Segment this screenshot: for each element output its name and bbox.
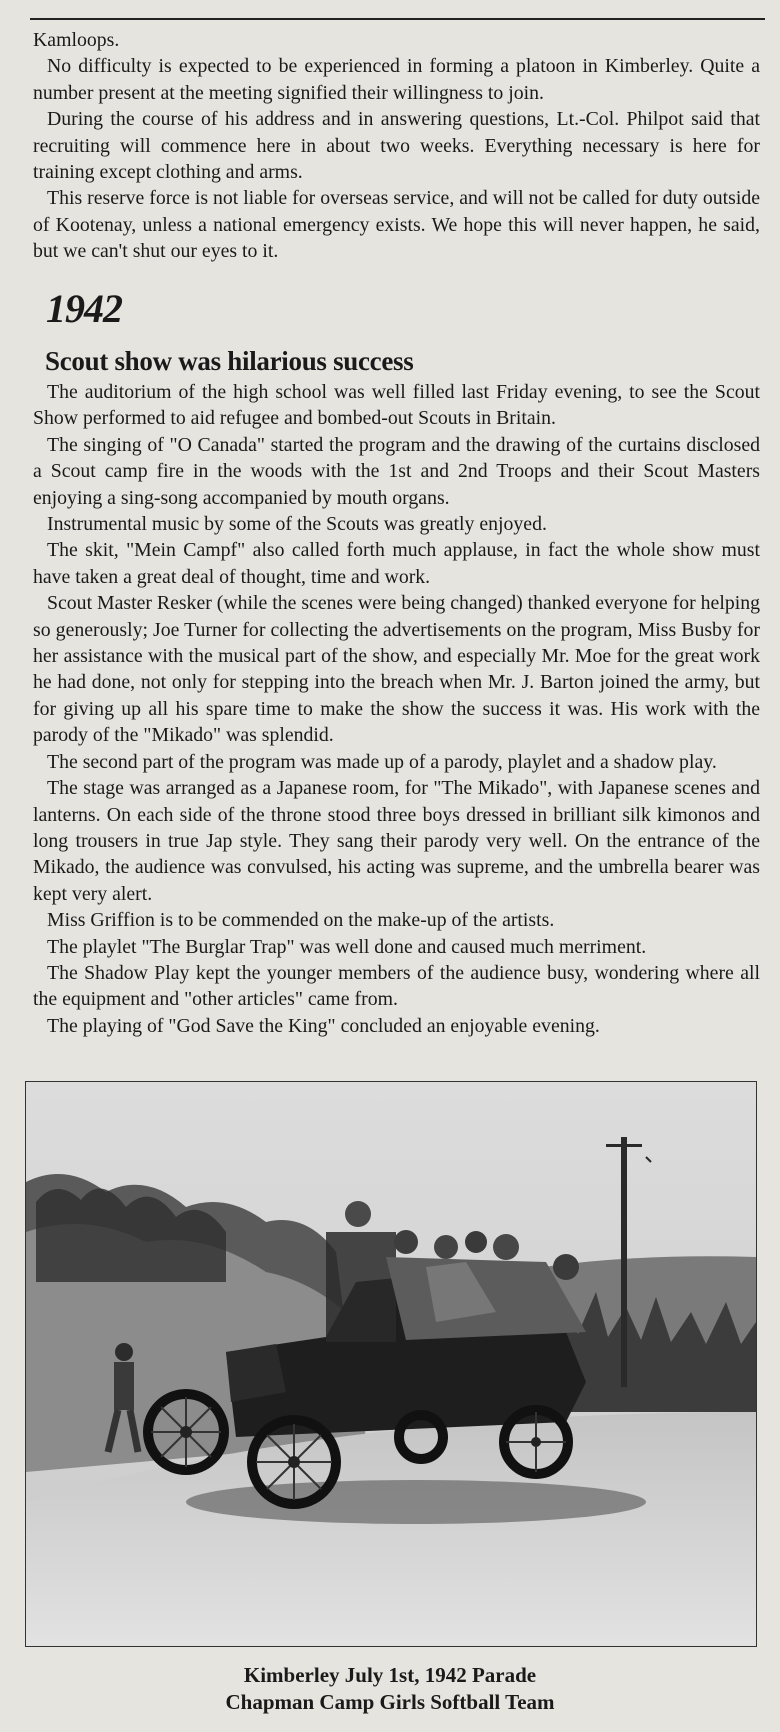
paragraph: The skit, "Mein Campf" also called forth much applause, in fact the whole show must have taken a great deal of thought, time and work.	[33, 539, 760, 588]
paragraph: The auditorium of the high school was well filled last Friday evening, to see the Scout Show performed to aid refugee and bombed-out Scouts in Britain.	[33, 381, 760, 430]
paragraph: The singing of "O Canada" started the program and the drawing of the curtains disclosed a Scout camp fire in the woods with the 1st and 2nd Troops and their Scout Masters enjoying a sing-song accompanied by mouth organs.	[33, 433, 760, 509]
article-headline: Scout show was hilarious success	[45, 346, 414, 376]
paragraph: The playlet "The Burglar Trap" was well done and caused much merriment.	[47, 935, 647, 958]
paragraph: No difficulty is expected to be experienced in forming a platoon in Kimberley. Quite a number present at the meeting signified their willingness to join.	[33, 55, 760, 104]
paragraph: Instrumental music by some of the Scouts was greatly enjoyed.	[47, 513, 547, 536]
paragraph: Scout Master Resker (while the scenes were being changed) thanked everyone for helping so generously; Joe Turner for collecting the advertisements on the program, Miss Busby for her assistance with the musical part of the show, and especially Mr. Moe for the great work he had done, not only for stepping into the breach when Mr. J. Barton joined the army, but for giving up all his spare time to make the show the success it was. His work with the parody of the "Mikado" was splendid.	[33, 592, 760, 747]
photo-caption-line-2: Chapman Camp Girls Softball Team	[225, 1690, 555, 1714]
section-year: 1942	[46, 286, 122, 331]
paragraph: This reserve force is not liable for overseas service, and will not be called for duty outside of Kootenay, unless a national emergency exists. We hope this will never happen, he said, but we can't shut our eyes to it.	[33, 187, 760, 263]
paragraph: The playing of "God Save the King" concluded an enjoyable evening.	[47, 1014, 600, 1037]
paragraph: Kamloops.	[33, 29, 120, 51]
top-rule	[30, 18, 765, 20]
intro-text	[33, 27, 760, 265]
parade-photo	[25, 1081, 757, 1647]
article-body	[33, 379, 760, 1039]
paragraph: The stage was arranged as a Japanese room, for "The Mikado", with Japanese scenes and lanterns. On each side of the throne stood three boys dressed in brilliant silk kimonos and long trousers in true Jap style. They sang their parody very well. On the entrance of the Mikado, the audience was convulsed, his acting was supreme, and the umbrella bearer was kept very alert.	[33, 777, 760, 905]
paragraph: Miss Griffion is to be commended on the make-up of the artists.	[47, 909, 555, 932]
paragraph: The second part of the program was made up of a parody, playlet and a shadow play.	[47, 750, 717, 773]
paragraph: The Shadow Play kept the younger members of the audience busy, wondering where all the equipment and "other articles" came from.	[33, 961, 760, 1011]
paragraph: During the course of his address and in answering questions, Lt.-Col. Philpot said that recruiting will commence here in about two weeks. Everything necessary is here for training except clothing and arms.	[33, 108, 760, 184]
photo-caption-line-1: Kimberley July 1st, 1942 Parade	[243, 1663, 537, 1687]
